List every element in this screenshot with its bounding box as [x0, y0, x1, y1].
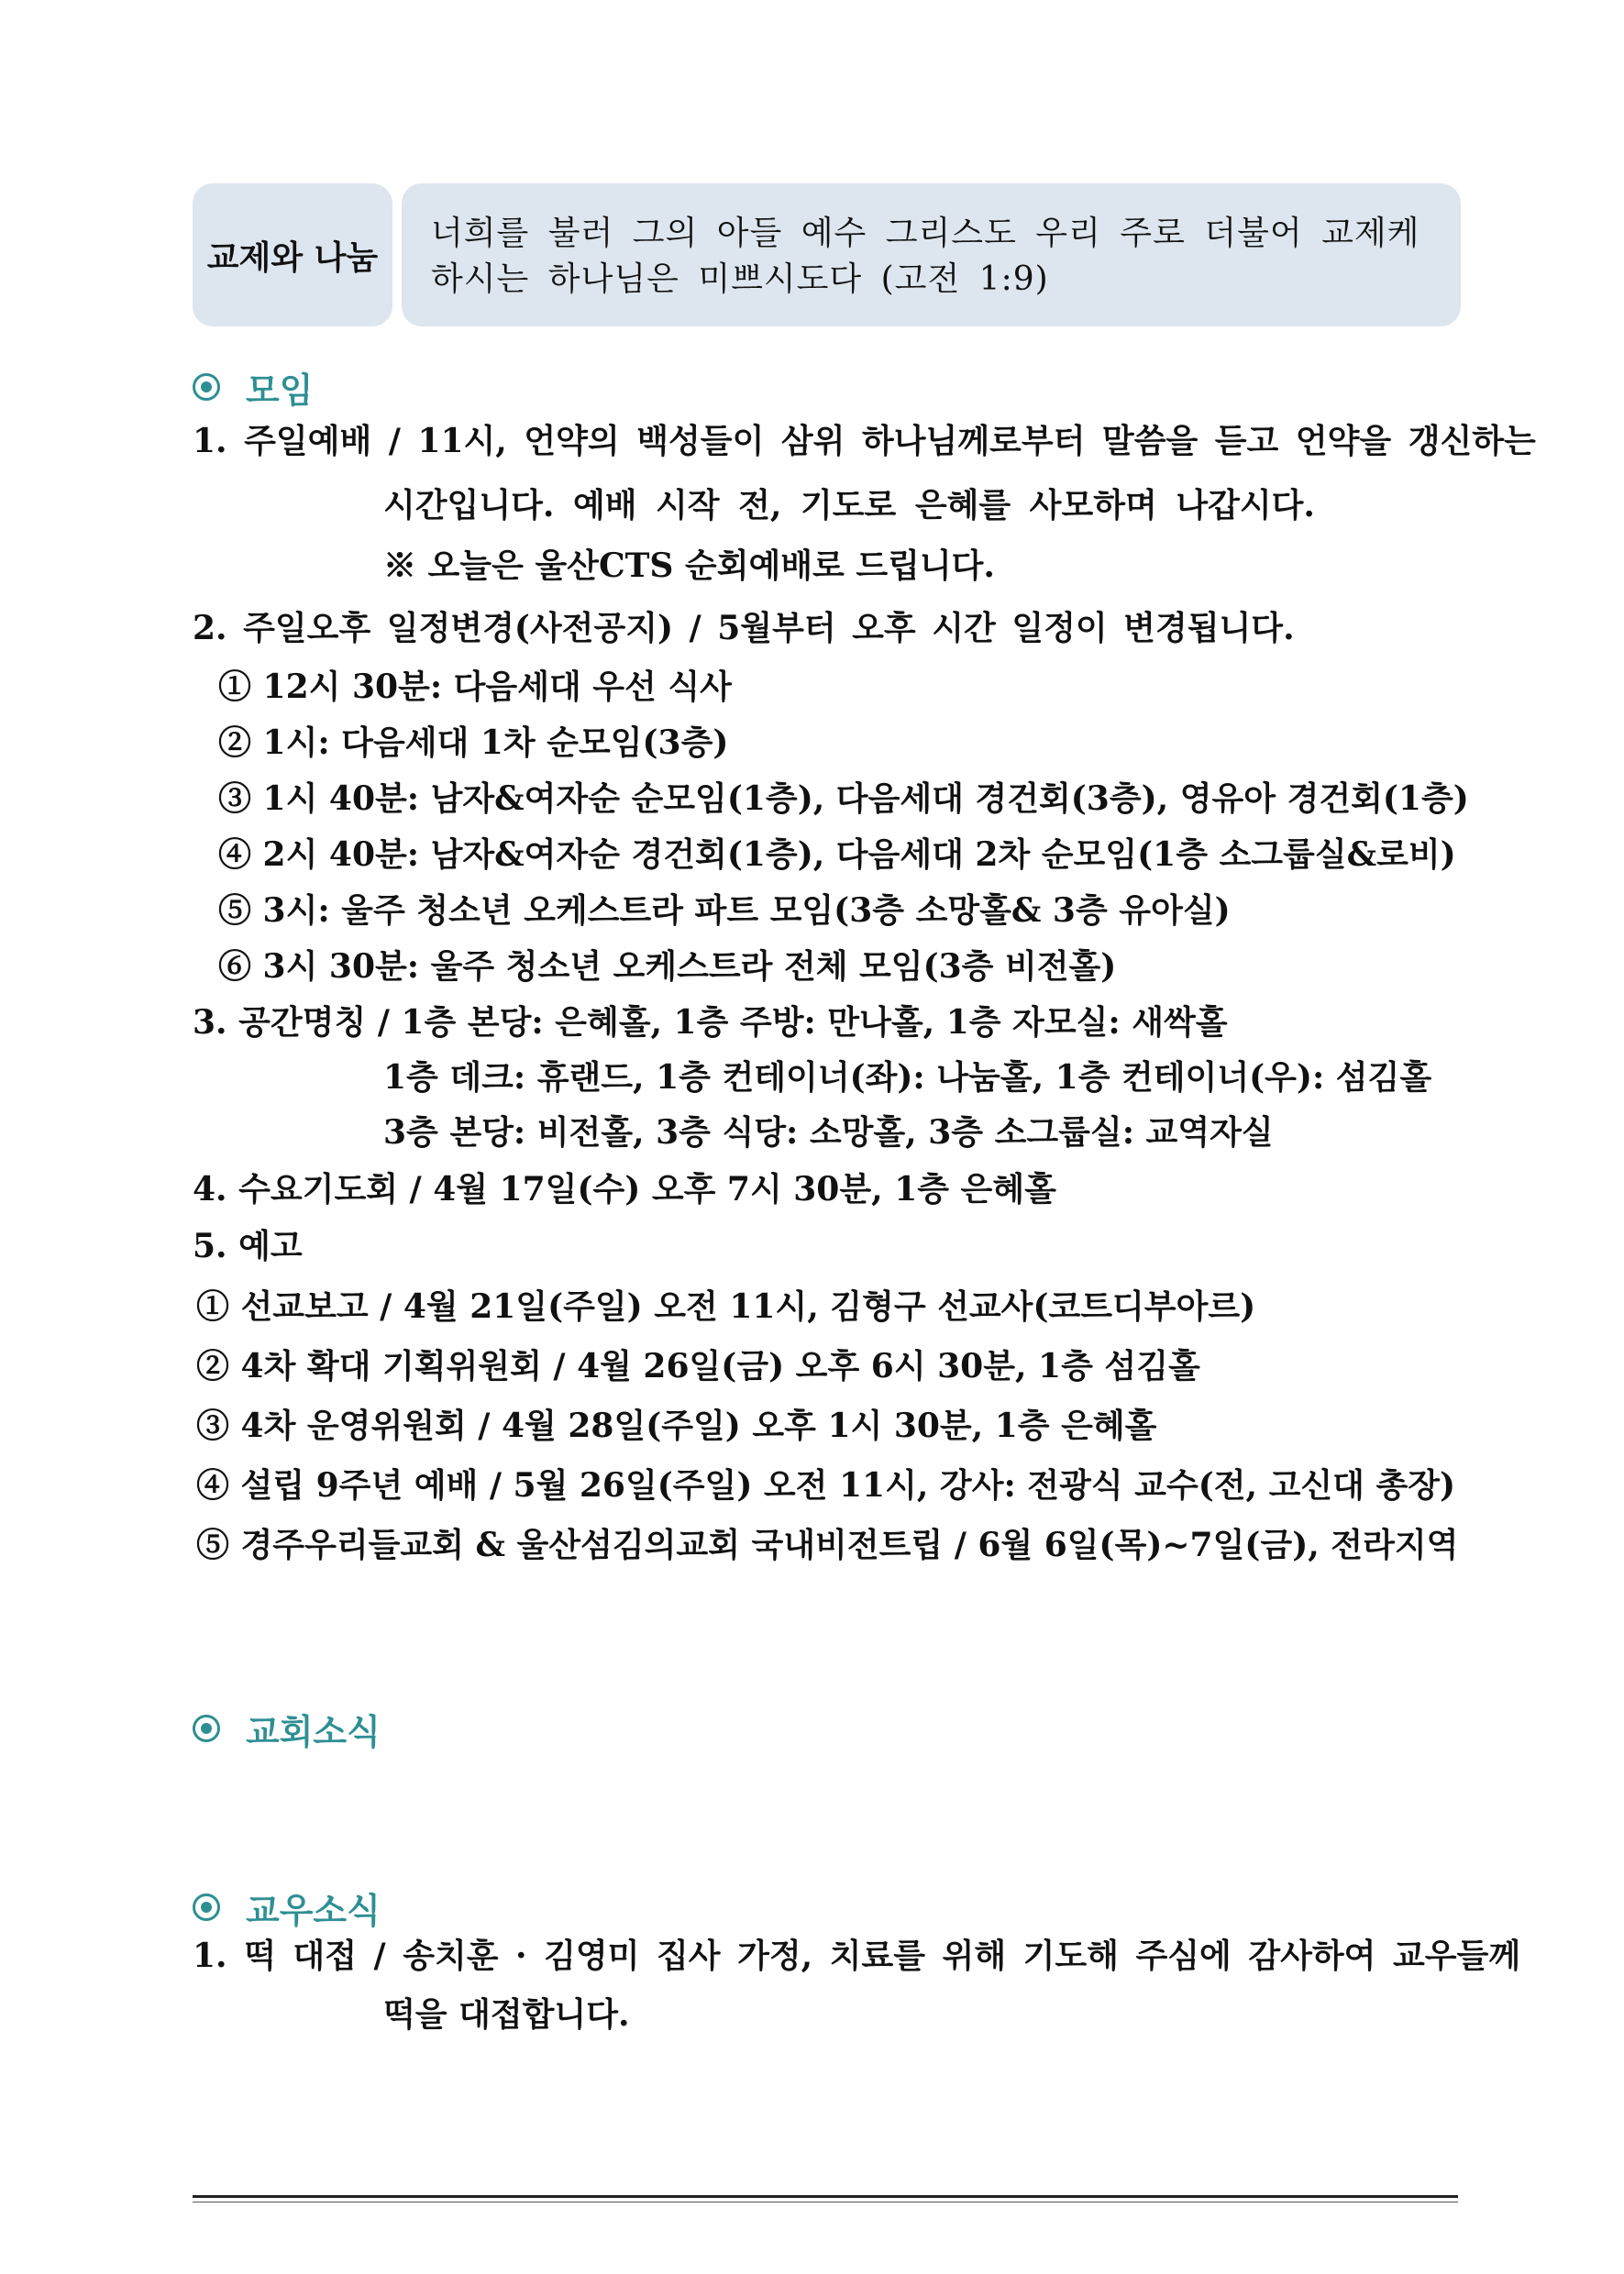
gathering-line-16: ① 선교보고 / 4월 21일(주일) 오전 11시, 김형구 선교사(코트디부아르): [196, 1287, 1256, 1326]
gathering-line-8: ④ 2시 40분: 남자&여자순 경건회(1층), 다음세대 2차 순모임(1층 소그룹실&로비): [218, 835, 1456, 874]
gathering-line-6: ② 1시: 다음세대 1차 순모임(3층): [218, 723, 729, 762]
gathering-line-15: 5. 예고: [193, 1227, 303, 1265]
gathering-line-9: ⑤ 3시: 울주 청소년 오케스트라 파트 모임(3층 소망홀& 3층 유아실): [218, 891, 1231, 930]
gathering-line-18: ③ 4차 운영위원회 / 4월 28일(주일) 오후 1시 30분, 1층 은혜홀: [196, 1407, 1157, 1445]
gathering-line-13: 3층 본당: 비전홀, 3층 식당: 소망홀, 3층 소그룹실: 교역자실: [383, 1113, 1274, 1152]
header-label: 교제와 나눔: [193, 183, 392, 326]
member-news-line-1: 1. 떡 대접 / 송치훈 · 김영미 집사 가정, 치료를 위해 기도해 주심에 감사하여 교우들께: [193, 1937, 1521, 1975]
verse-line-1: 너희를 불러 그의 아들 예수 그리스도 우리 주로 더불어 교제케: [431, 215, 1420, 252]
gathering-line-20: ⑤ 경주우리들교회 & 울산섬김의교회 국내비전트립 / 6월 6일(목)~7일(금), 전라지역: [196, 1526, 1459, 1564]
gathering-line-19: ④ 설립 9주년 예배 / 5월 26일(주일) 오전 11시, 강사: 전광식 교수(전, 고신대 총장): [196, 1466, 1456, 1505]
gathering-line-2: 시간입니다. 예배 시작 전, 기도로 은혜를 사모하며 나갑시다.: [383, 486, 1315, 524]
member-news-line-2: 떡을 대접합니다.: [383, 1995, 630, 2034]
circle-bullet-icon: [193, 1715, 220, 1742]
gathering-line-12: 1층 데크: 휴랜드, 1층 컨테이너(좌): 나눔홀, 1층 컨테이너(우): 섬김홀: [383, 1058, 1432, 1097]
gathering-line-3: ※ 오늘은 울산CTS 순회예배로 드립니다.: [383, 546, 995, 585]
gathering-line-11: 3. 공간명칭 / 1층 본당: 은혜홀, 1층 주방: 만나홀, 1층 자모실: 새싹홀: [193, 1003, 1228, 1042]
section-title-church-news: [193, 1701, 381, 1756]
section-title-text: 모임: [246, 370, 314, 411]
section-title-text: 교우소식: [246, 1890, 381, 1931]
circle-bullet-icon: [193, 373, 220, 401]
gathering-line-4: 2. 주일오후 일정변경(사전공지) / 5월부터 오후 시간 일정이 변경됩니다.: [193, 609, 1295, 647]
header-verse: [402, 183, 1461, 326]
section-title-gathering: [193, 359, 313, 414]
verse-line-2: 하시는 하나님은 미쁘시도다 (고전 1:9): [431, 260, 1049, 298]
gathering-line-10: ⑥ 3시 30분: 울주 청소년 오케스트라 전체 모임(3층 비전홀): [218, 947, 1117, 986]
gathering-line-1: 1. 주일예배 / 11시, 언약의 백성들이 삼위 하나님께로부터 말씀을 듣고 언약을 갱신하는: [193, 422, 1536, 460]
circle-bullet-icon: [193, 1893, 220, 1921]
gathering-line-14: 4. 수요기도회 / 4월 17일(수) 오후 7시 30분, 1층 은혜홀: [193, 1170, 1056, 1209]
gathering-line-17: ② 4차 확대 기획위원회 / 4월 26일(금) 오후 6시 30분, 1층 섬김홀: [196, 1347, 1200, 1385]
gathering-line-7: ③ 1시 40분: 남자&여자순 순모임(1층), 다음세대 경건회(3층), 영유아 경건회(1층): [218, 779, 1469, 818]
section-title-member-news: [193, 1880, 381, 1935]
gathering-line-5: ① 12시 30분: 다음세대 우선 식사: [218, 668, 732, 706]
footer-rule: [193, 2195, 1458, 2198]
section-title-text: 교회소식: [246, 1711, 381, 1752]
